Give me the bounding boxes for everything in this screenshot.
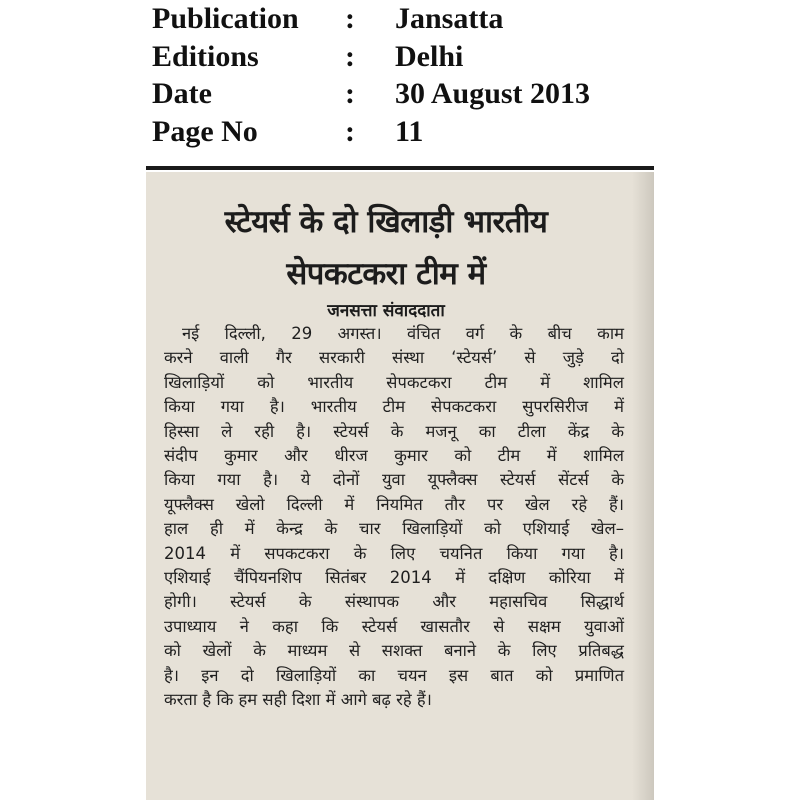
article-line: हिस्सा ले रही है। स्टेयर्स के मजनू का टीला केंद्र के [164, 421, 624, 441]
page-no-colon: : [345, 114, 355, 148]
article-line: होगी। स्टेयर्स के संस्थापक और महासचिव सिद्धार्थ [164, 592, 624, 612]
article-line: 2014 में सपकटकरा के लिए चयनित किया गया है। [164, 543, 624, 563]
article-line: नई दिल्ली, 29 अगस्त। वंचित वर्ग के बीच काम [182, 324, 624, 343]
editions-colon: : [345, 39, 355, 73]
publication-details [152, 0, 752, 150]
date-label: Date [152, 77, 212, 110]
publication-label: Publication [152, 2, 299, 35]
article-line: हाल ही में केन्द्र के चार खिलाड़ियों को एशियाई खेल– [164, 519, 624, 539]
article-line: एशियाई चैंपियनशिप सितंबर 2014 में दक्षिण कोरिया में [164, 568, 624, 588]
article-byline: जनसत्ता संवाददाता [327, 301, 445, 321]
publication-row [152, 0, 752, 38]
article-headline [146, 196, 626, 300]
headline-line-2: सेपकटकरा टीम में [286, 256, 486, 292]
publication-value: Jansatta [395, 2, 504, 35]
page-no-row [152, 113, 752, 151]
editions-value: Delhi [395, 39, 464, 73]
article-line: संदीप कुमार और धीरज कुमार को टीम में शामिल [164, 446, 624, 466]
date-colon: : [345, 77, 355, 110]
article-line: किया गया है। ये दोनों युवा यूफ्लैक्स स्टेयर्स सेंटर्स के [164, 470, 624, 490]
date-row [152, 75, 752, 113]
editions-label: Editions [152, 39, 259, 73]
article-line: है। इन दो खिलाड़ियों का चयन इस बात को प्रमाणित [164, 665, 624, 685]
editions-row [152, 38, 752, 76]
article-body [164, 322, 624, 713]
article-line: खिलाड़ियों को भारतीय सेपकटकरा टीम में शामिल [164, 372, 624, 392]
date-value: 30 August 2013 [395, 77, 591, 110]
article-line: करने वाली गैर सरकारी संस्था ‘स्टेयर्स’ से जुड़े दो [164, 348, 624, 368]
article-line: करता है कि हम सही दिशा में आगे बढ़ रहे हैं। [164, 690, 432, 710]
page-no-value: 11 [395, 114, 424, 148]
article-line: किया गया है। भारतीय टीम सेपकटकरा सुपरसिरीज में [164, 397, 624, 417]
headline-line-1: स्टेयर्स के दो खिलाड़ी भारतीय [224, 204, 548, 240]
article-line: को खेलों के माध्यम से सशक्त बनाने के लिए प्रतिबद्ध [164, 641, 624, 661]
newspaper-clipping [146, 172, 654, 800]
page-no-label: Page No [152, 114, 258, 148]
publication-colon: : [345, 2, 355, 35]
article-line: उपाध्याय ने कहा कि स्टेयर्स खासतौर से सक्षम युवाओं [164, 616, 624, 636]
header-divider [146, 166, 654, 170]
article-line: यूफ्लैक्स खेलो दिल्ली में नियमित तौर पर खेल रहे हैं। [164, 494, 624, 514]
clipping-edge-shadow [632, 172, 654, 800]
